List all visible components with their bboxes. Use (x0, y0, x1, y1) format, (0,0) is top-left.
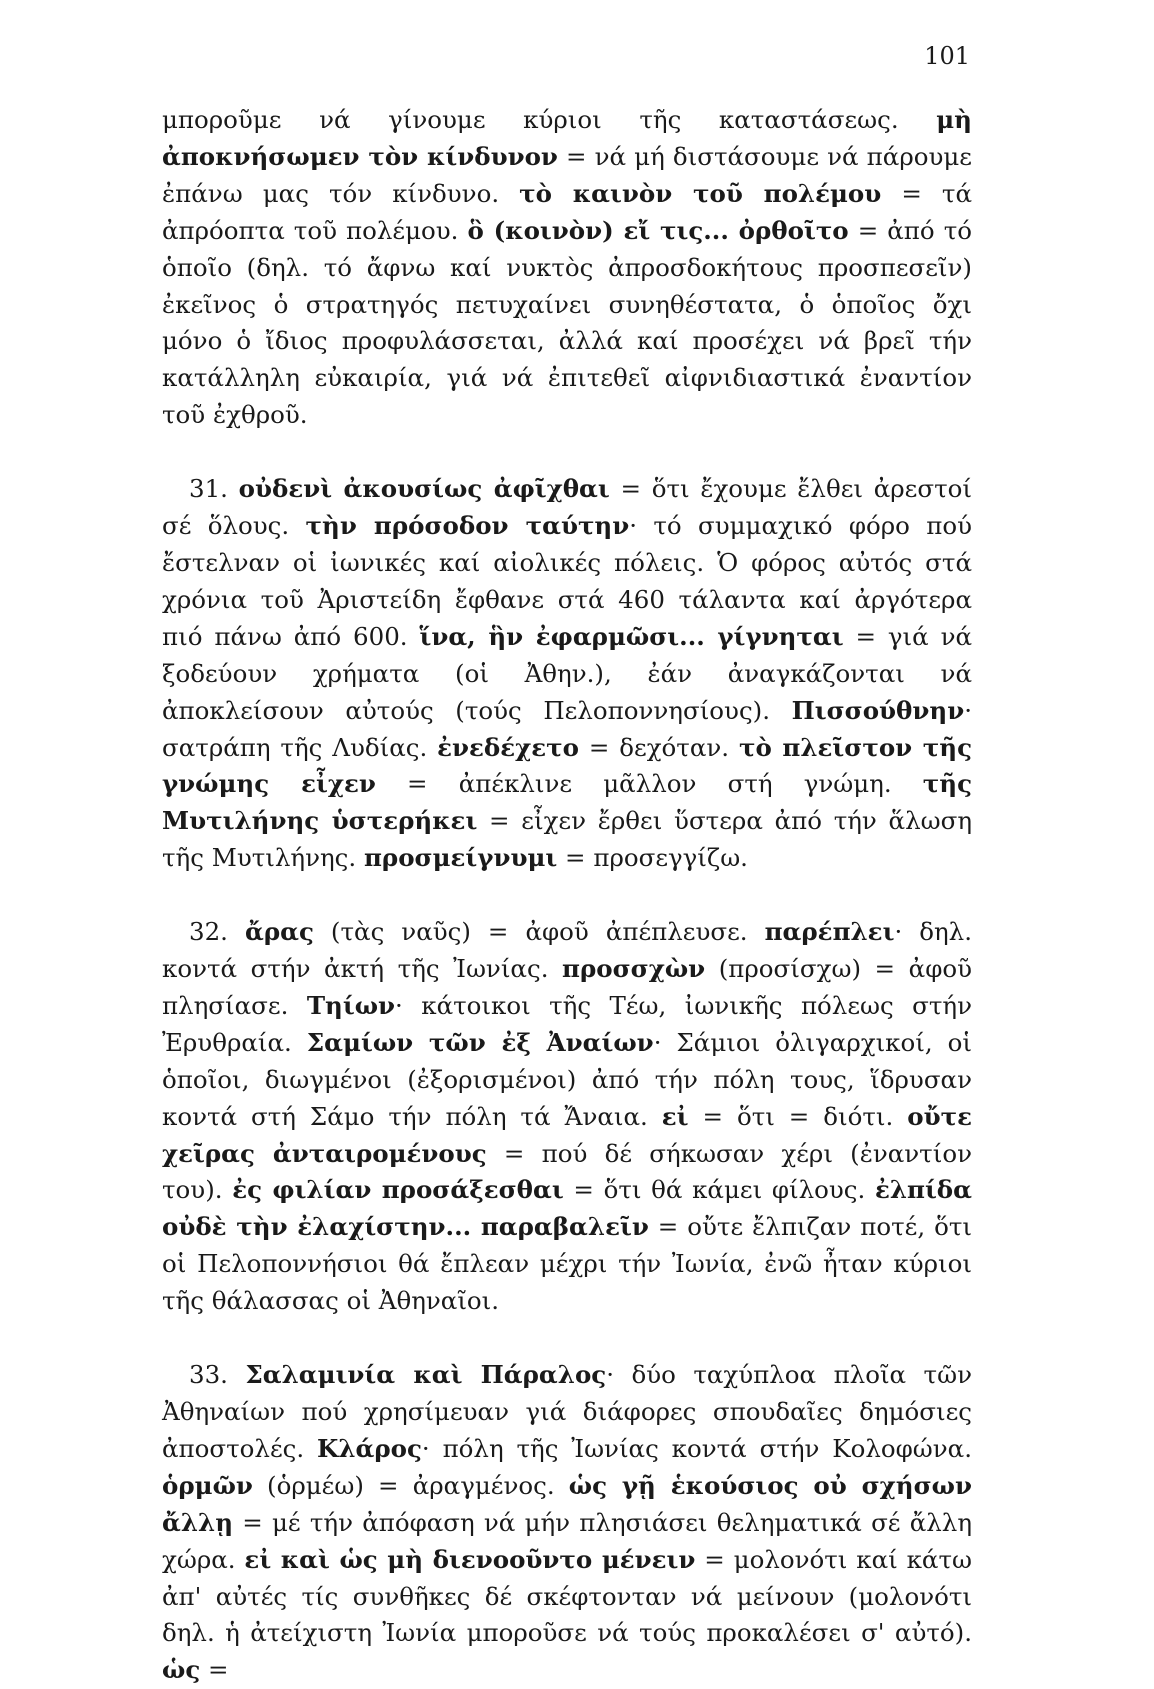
lemma-term: ἐς φιλίαν προσάξεσθαι (232, 1175, 564, 1205)
paragraph-32 (162, 914, 972, 1320)
gloss-text: · τό συμμαχικό φόρο πού ἔστελναν οἱ ἰωνικές καί αἰολικές πόλεις. Ὁ φόρος αὐτός στά χρόνια τοῦ Ἀριστείδη ἔφθανε στά 460 τάλαντα καί ἀργότερα πιό πάνω ἀπό 600. (162, 511, 972, 651)
lemma-term: ὃ (κοινὸν) εἴ τις... ὀρθοῖτο (467, 215, 849, 245)
gloss-text: (προσίσχω) = ἀφοῦ πλησίασε. (162, 954, 972, 1020)
lemma-term: οὔτε χεῖρας ἀνταιρομένους (162, 1101, 972, 1168)
gloss-text: = μέ τήν ἀπόφαση νά μήν πλησιάσει θεληματικά σέ ἄλλη χώρα. (162, 1507, 972, 1574)
gloss-text: = (200, 1655, 229, 1685)
lemma-term: τὸ πλεῖστον τῆς γνώμης εἶχεν (162, 732, 972, 799)
gloss-text: = οὔτε ἔλπιζαν ποτέ, ὅτι οἱ Πελοποννήσιοι θά ἔπλεαν μέχρι τήν Ἰωνία, ἐνῶ ἦταν κύριοι τῆς θάλασσας οἱ Ἀθηναῖοι. (162, 1212, 972, 1316)
gloss-text: = προσεγγίζω. (557, 843, 748, 873)
paragraph-gap (162, 434, 972, 471)
lemma-term: τὴν πρόσοδον ταύτην (305, 511, 630, 541)
page-number: 101 (924, 42, 970, 70)
gloss-text: · κάτοικοι τῆς Τέω, ἰωνικῆς πόλεως στήν Ἐρυθραία. (162, 990, 972, 1057)
gloss-text: = νά μή διστάσουμε νά πάρουμε ἐπάνω μας τόν κίνδυνο. (162, 141, 972, 208)
gloss-text: = ὅτι ἔχουμε ἔλθει ἀρεστοί σέ ὅλους. (162, 474, 972, 541)
paragraph-33 (162, 1357, 972, 1689)
paragraph-gap (162, 1320, 972, 1357)
gloss-text: = εἶχεν ἔρθει ὕστερα ἀπό τήν ἅλωση τῆς Μυτιλήνης. (162, 806, 972, 873)
lemma-term: ἐνεδέχετο (437, 732, 579, 762)
lemma-term: ὡς (162, 1655, 201, 1685)
lemma-term: Πισσούθνην (791, 695, 965, 725)
text-body (162, 102, 972, 1689)
lemma-term: Κλάρος (317, 1433, 422, 1463)
gloss-text: · δηλ. κοντά στήν ἀκτή τῆς Ἰωνίας. (162, 917, 972, 984)
lemma-term: ἐλπίδα οὐδὲ τὴν ἐλαχίστην... παραβαλεῖν (162, 1175, 972, 1242)
lemma-term: ὁρμῶν (162, 1470, 253, 1500)
lemma-term: ὡς γῇ ἑκούσιος οὐ σχήσων ἄλλῃ (162, 1470, 972, 1537)
lemma-term: ἵνα, ἣν ἐφαρμῶσι... γίγνηται (419, 621, 844, 651)
lemma-term: παρέπλει (764, 917, 895, 947)
paragraph-intro (162, 102, 972, 434)
lemma-term: Σαλαμινία καὶ Πάραλος (245, 1360, 607, 1390)
paragraph-31 (162, 471, 972, 877)
gloss-text: · πόλη τῆς Ἰωνίας κοντά στήν Κολοφώνα. (421, 1433, 972, 1463)
gloss-text: · σατράπη τῆς Λυδίας. (162, 695, 972, 762)
gloss-text: = ἀπέκλινε μᾶλλον στή γνώμη. (375, 769, 923, 799)
gloss-text: = δεχόταν. (578, 732, 739, 762)
gloss-text: = ὅτι = διότι. (688, 1101, 908, 1131)
gloss-text: μποροῦμε νά γίνουμε κύριοι τῆς καταστάσεως. (162, 105, 937, 134)
lemma-term: τῆς Μυτιλήνης ὑστερήκει (162, 769, 973, 836)
lemma-term: προσσχὼν (562, 954, 706, 984)
gloss-text: = γιά νά ξοδεύουν χρήματα (οἱ Ἀθην.), ἐάν ἀναγκάζονται νά ἀποκλείσουν αὐτούς (τούς Πελοποννησίους). (162, 621, 973, 725)
lemma-term: Τηίων (306, 990, 396, 1020)
lemma-term: τὸ καινὸν τοῦ πολέμου (519, 178, 882, 208)
gloss-text: = τά ἀπρόοπτα τοῦ πολέμου. (162, 178, 973, 245)
paragraph-gap (162, 877, 972, 914)
gloss-text: = ὅτι θά κάμει φίλους. (563, 1175, 875, 1205)
gloss-text: · δύο ταχύπλοα πλοῖα τῶν Ἀθηναίων πού χρησίμευαν γιά διάφορες σπουδαῖες δημόσιες ἀποστολές. (162, 1360, 972, 1463)
lemma-term: Σαμίων τῶν ἐξ Ἀναίων (306, 1027, 654, 1057)
gloss-text: 33. (189, 1360, 246, 1390)
lemma-term: εἰ (661, 1101, 689, 1131)
gloss-text: (ὁρμέω) = ἀραγμένος. (252, 1470, 569, 1500)
lemma-term: μὴ ἀποκνήσωμεν τὸν κίνδυνον (162, 105, 972, 171)
gloss-text: = μολονότι καί κάτω ἀπ' αὐτές τίς συνθῆκες δέ σκέφτονταν νά μείνουν (μολονότι δηλ. ἡ ἀτείχιστη Ἰωνία μποροῦσε νά τούς προκαλέσει σ' αὐτό). (162, 1544, 972, 1648)
lemma-term: προσμείγνυμι (363, 843, 558, 873)
gloss-text: · Σάμιοι ὀλιγαρχικοί, οἱ ὁποῖοι, διωγμένοι (ἐξορισμένοι) ἀπό τήν πόλη τους, ἵδρυσαν κοντά στή Σάμο τήν πόλη τά Ἄναια. (162, 1027, 973, 1131)
gloss-text: 31. (189, 474, 239, 504)
gloss-text: (τὰς ναῦς) = ἀφοῦ ἀπέπλευσε. (313, 917, 765, 947)
lemma-term: οὐδενὶ ἀκουσίως ἀφῖχθαι (238, 474, 610, 504)
lemma-term: εἰ καὶ ὡς μὴ διενοοῦντο μένειν (244, 1544, 696, 1574)
lemma-term: ἄρας (244, 917, 314, 947)
gloss-text: 32. (189, 917, 245, 947)
gloss-text: = πού δέ σήκωσαν χέρι (ἐναντίον του). (162, 1138, 972, 1205)
gloss-text: = ἀπό τό ὁποῖο (δηλ. τό ἄφνω καί νυκτὸς ἀπροσδοκήτους προσπεσεῖν) ἐκεῖνος ὁ στρατηγός πετυχαίνει συνηθέστατα, ὁ ὁποῖος ὄχι μόνο ὁ ἴδιος προφυλάσσεται, ἀλλά καί προσέχει νά βρεῖ τήν κατάλληλη εὐκαιρία, γιά νά ἐπιτεθεῖ αἰφνιδιαστικά ἐναντίον τοῦ ἐχθροῦ. (162, 215, 973, 430)
